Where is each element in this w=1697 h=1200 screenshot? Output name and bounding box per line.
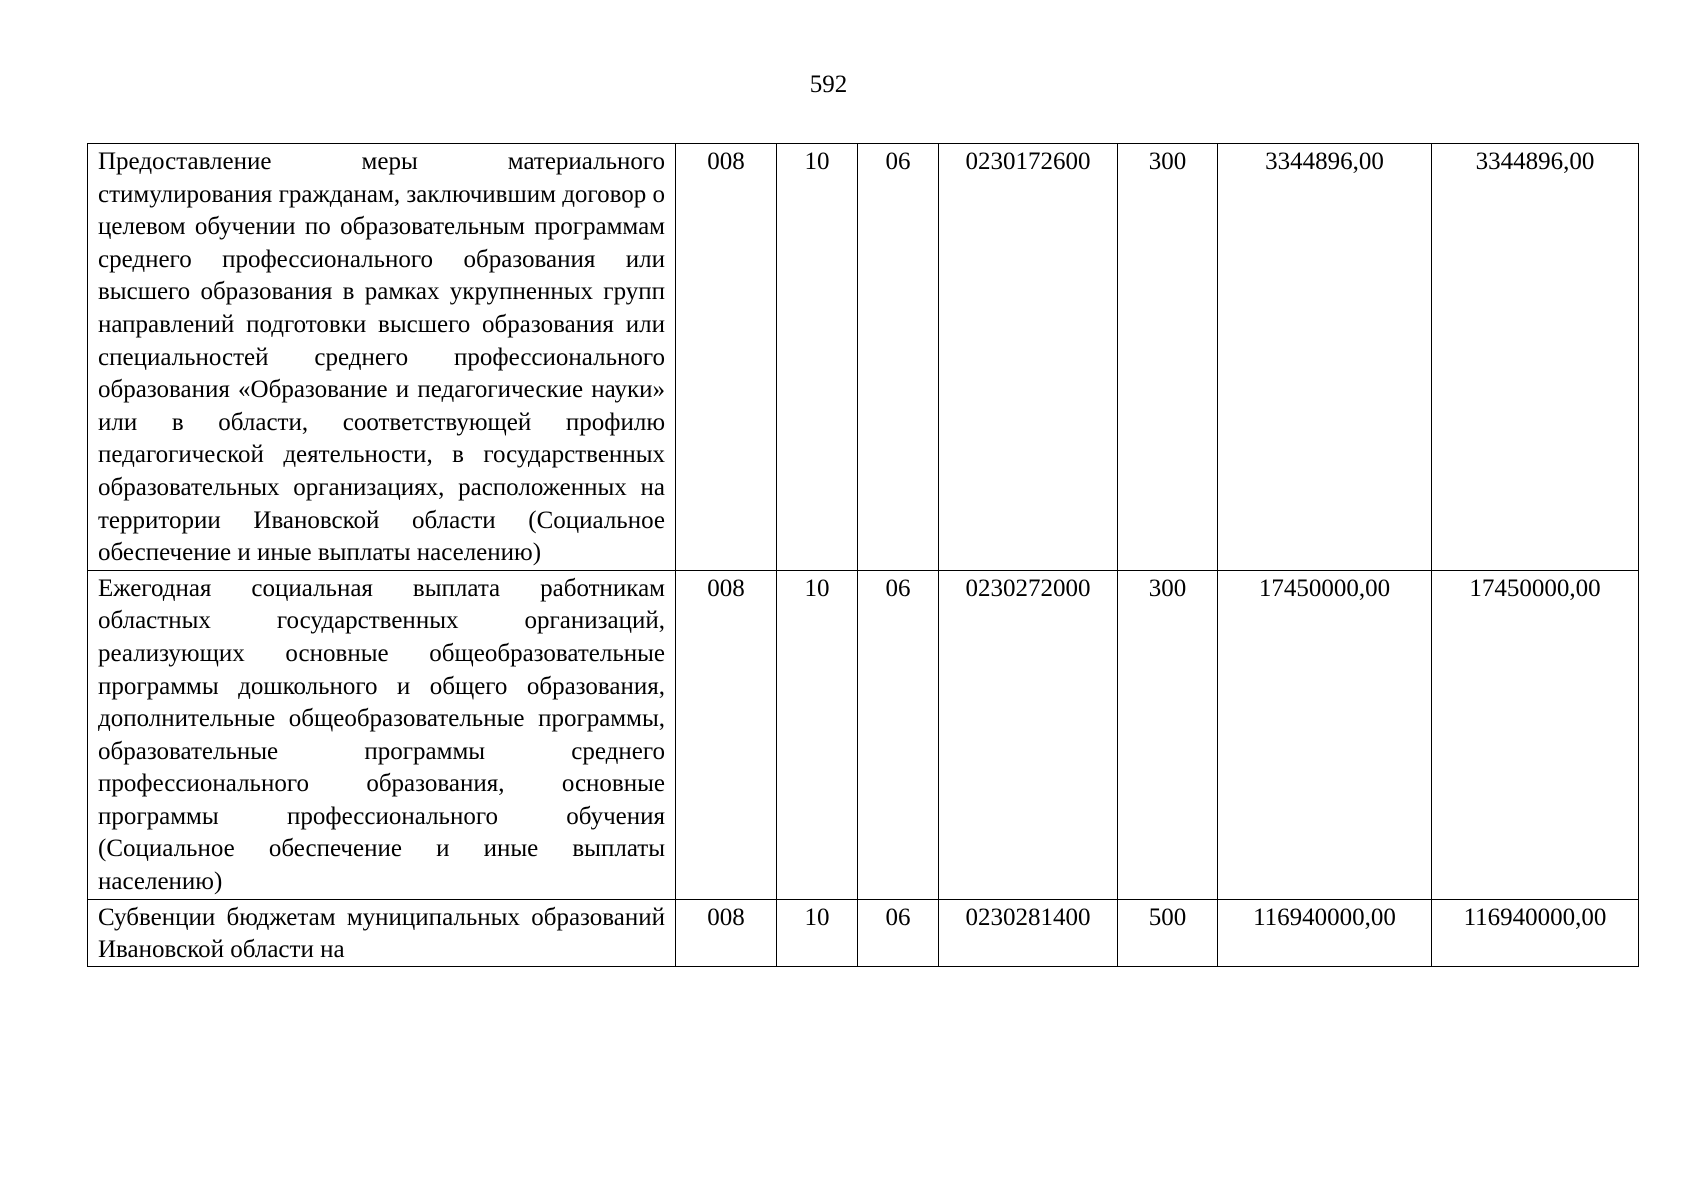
target-article-code: 0230172600 xyxy=(939,144,1118,571)
table-row xyxy=(88,570,1639,899)
section-code: 10 xyxy=(777,144,858,571)
row-description-cell xyxy=(88,899,676,966)
ministry-code: 008 xyxy=(676,899,777,966)
amount-first: 3344896,00 xyxy=(1218,144,1432,571)
row-description: Ежегодная социальная выплата работникам областных государственных организаций, реализующих основные общеобразовательные программы дошкольного и общего образования, дополнительные общеобразовательные программы, образовательные программы среднего профессионального образования, основные программы профессионального обучения (Социальное обеспечение и иные выплаты населению) xyxy=(88,570,676,899)
subsection-code: 06 xyxy=(858,899,939,966)
amount-second: 3344896,00 xyxy=(1432,144,1639,571)
budget-table xyxy=(87,143,1639,967)
amount-second: 17450000,00 xyxy=(1432,570,1639,899)
row-description: Субвенции бюджетам муниципальных образований Ивановской области на xyxy=(98,903,665,964)
subsection-code: 06 xyxy=(858,570,939,899)
ministry-code: 008 xyxy=(676,144,777,571)
expense-type-code: 500 xyxy=(1118,899,1218,966)
section-code: 10 xyxy=(777,899,858,966)
table-row xyxy=(88,899,1639,966)
amount-first: 17450000,00 xyxy=(1218,570,1432,899)
target-article-code: 0230272000 xyxy=(939,570,1118,899)
page-number: 592 xyxy=(809,71,848,98)
target-article-code: 0230281400 xyxy=(939,899,1118,966)
amount-second: 116940000,00 xyxy=(1432,899,1639,966)
section-code: 10 xyxy=(777,570,858,899)
subsection-code: 06 xyxy=(858,144,939,571)
ministry-code: 008 xyxy=(676,570,777,899)
amount-first: 116940000,00 xyxy=(1218,899,1432,966)
row-description: Предоставление меры материального стимулирования гражданам, заключившим договор о целевом обучении по образовательным программам среднего профессионального образования или высшего образования в рамках укрупненных групп направлений подготовки высшего образования или специальностей среднего профессионального образования «Образование и педагогические науки» или в области, соответствующей профилю педагогической деятельности, в государственных образовательных организациях, расположенных на территории Ивановской области (Социальное обеспечение и иные выплаты населению) xyxy=(88,144,676,571)
table-row xyxy=(88,144,1639,571)
expense-type-code: 300 xyxy=(1118,570,1218,899)
expense-type-code: 300 xyxy=(1118,144,1218,571)
